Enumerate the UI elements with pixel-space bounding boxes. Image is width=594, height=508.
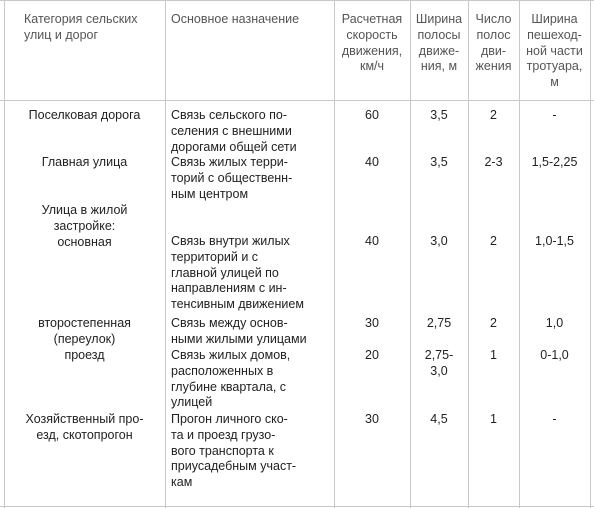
table-cell-category: Поселковая дорога	[28, 108, 141, 122]
table-cell-category: Улица в жилой застройке: основная	[41, 203, 128, 249]
table-cell-category: проезд	[64, 348, 105, 362]
table-cell-lane-width: 3,5	[430, 108, 448, 122]
table-cell-category: Главная улица	[41, 155, 128, 169]
column-divider	[165, 0, 166, 508]
table-cell-lane-width: 4,5	[430, 412, 448, 426]
table-cell-lanes: 2	[490, 108, 497, 122]
table-cell-lane-width: 3,5	[430, 155, 448, 169]
table-cell-speed: 60	[365, 108, 379, 122]
table-cell-purpose: Связь сельского по- селения с внешними дорогами общей сети	[171, 108, 297, 154]
table-cell-speed: 30	[365, 412, 379, 426]
table-border-top	[0, 0, 594, 1]
header-purpose: Основное назначение	[171, 12, 300, 26]
table-cell-sidewalk: 1,5-2,25	[531, 155, 578, 169]
table-cell-lanes: 2	[490, 234, 497, 248]
table-cell-purpose: Прогон личного ско- та и проезд грузо- вого транспорта к приусадебным участ- кам	[171, 412, 297, 490]
table-cell-lanes: 2	[490, 316, 497, 330]
table-cell-lanes: 1	[490, 348, 497, 362]
table-cell-lane-width: 2,75	[426, 316, 452, 330]
table-cell-sidewalk: -	[552, 412, 557, 426]
table-cell-speed: 30	[365, 316, 379, 330]
header-lanes: Число полос дви- жения	[475, 12, 512, 74]
table-cell-purpose: Связь жилых терри- торий с общественн- ным центром	[171, 155, 293, 201]
table-cell-category: второстепенная (переулок)	[38, 316, 131, 346]
column-divider	[410, 0, 411, 508]
column-divider	[468, 0, 469, 508]
table-cell-sidewalk: 0-1,0	[540, 348, 569, 362]
table-cell-sidewalk: -	[552, 108, 557, 122]
table-cell-speed: 40	[365, 234, 379, 248]
table-cell-purpose: Связь между основ- ными жилыми улицами	[171, 316, 307, 346]
column-divider	[334, 0, 335, 508]
table-cell-category: Хозяйственный про- езд, скотопрогон	[25, 412, 144, 442]
table-cell-purpose: Связь жилых домов, расположенных в глубине квартала, с улицей	[171, 348, 291, 410]
table-cell-speed: 20	[365, 348, 379, 362]
table-cell-lane-width: 2,75- 3,0	[424, 348, 454, 378]
table-border-bottom	[0, 506, 594, 507]
header-category: Категория сельских улиц и дорог	[24, 12, 138, 42]
header-sidewalk: Ширина пешеход- ной части тротуара, м	[526, 12, 583, 90]
table-cell-lanes: 2-3	[484, 155, 503, 169]
table-cell-sidewalk: 1,0-1,5	[535, 234, 574, 248]
table-cell-speed: 40	[365, 155, 379, 169]
table-cell-lanes: 1	[490, 412, 497, 426]
table-cell-lane-width: 3,0	[430, 234, 448, 248]
header-speed: Расчетная скорость движения, км/ч	[341, 12, 403, 74]
table-cell-purpose: Связь внутри жилых территорий и с главной улицей по направлениям с ин- тенсивным движением	[171, 234, 304, 312]
table-cell-sidewalk: 1,0	[545, 316, 564, 330]
table-border-right	[590, 0, 591, 508]
header-divider	[0, 100, 594, 101]
header-lane-width: Ширина полосы движе- ния, м	[415, 12, 463, 74]
